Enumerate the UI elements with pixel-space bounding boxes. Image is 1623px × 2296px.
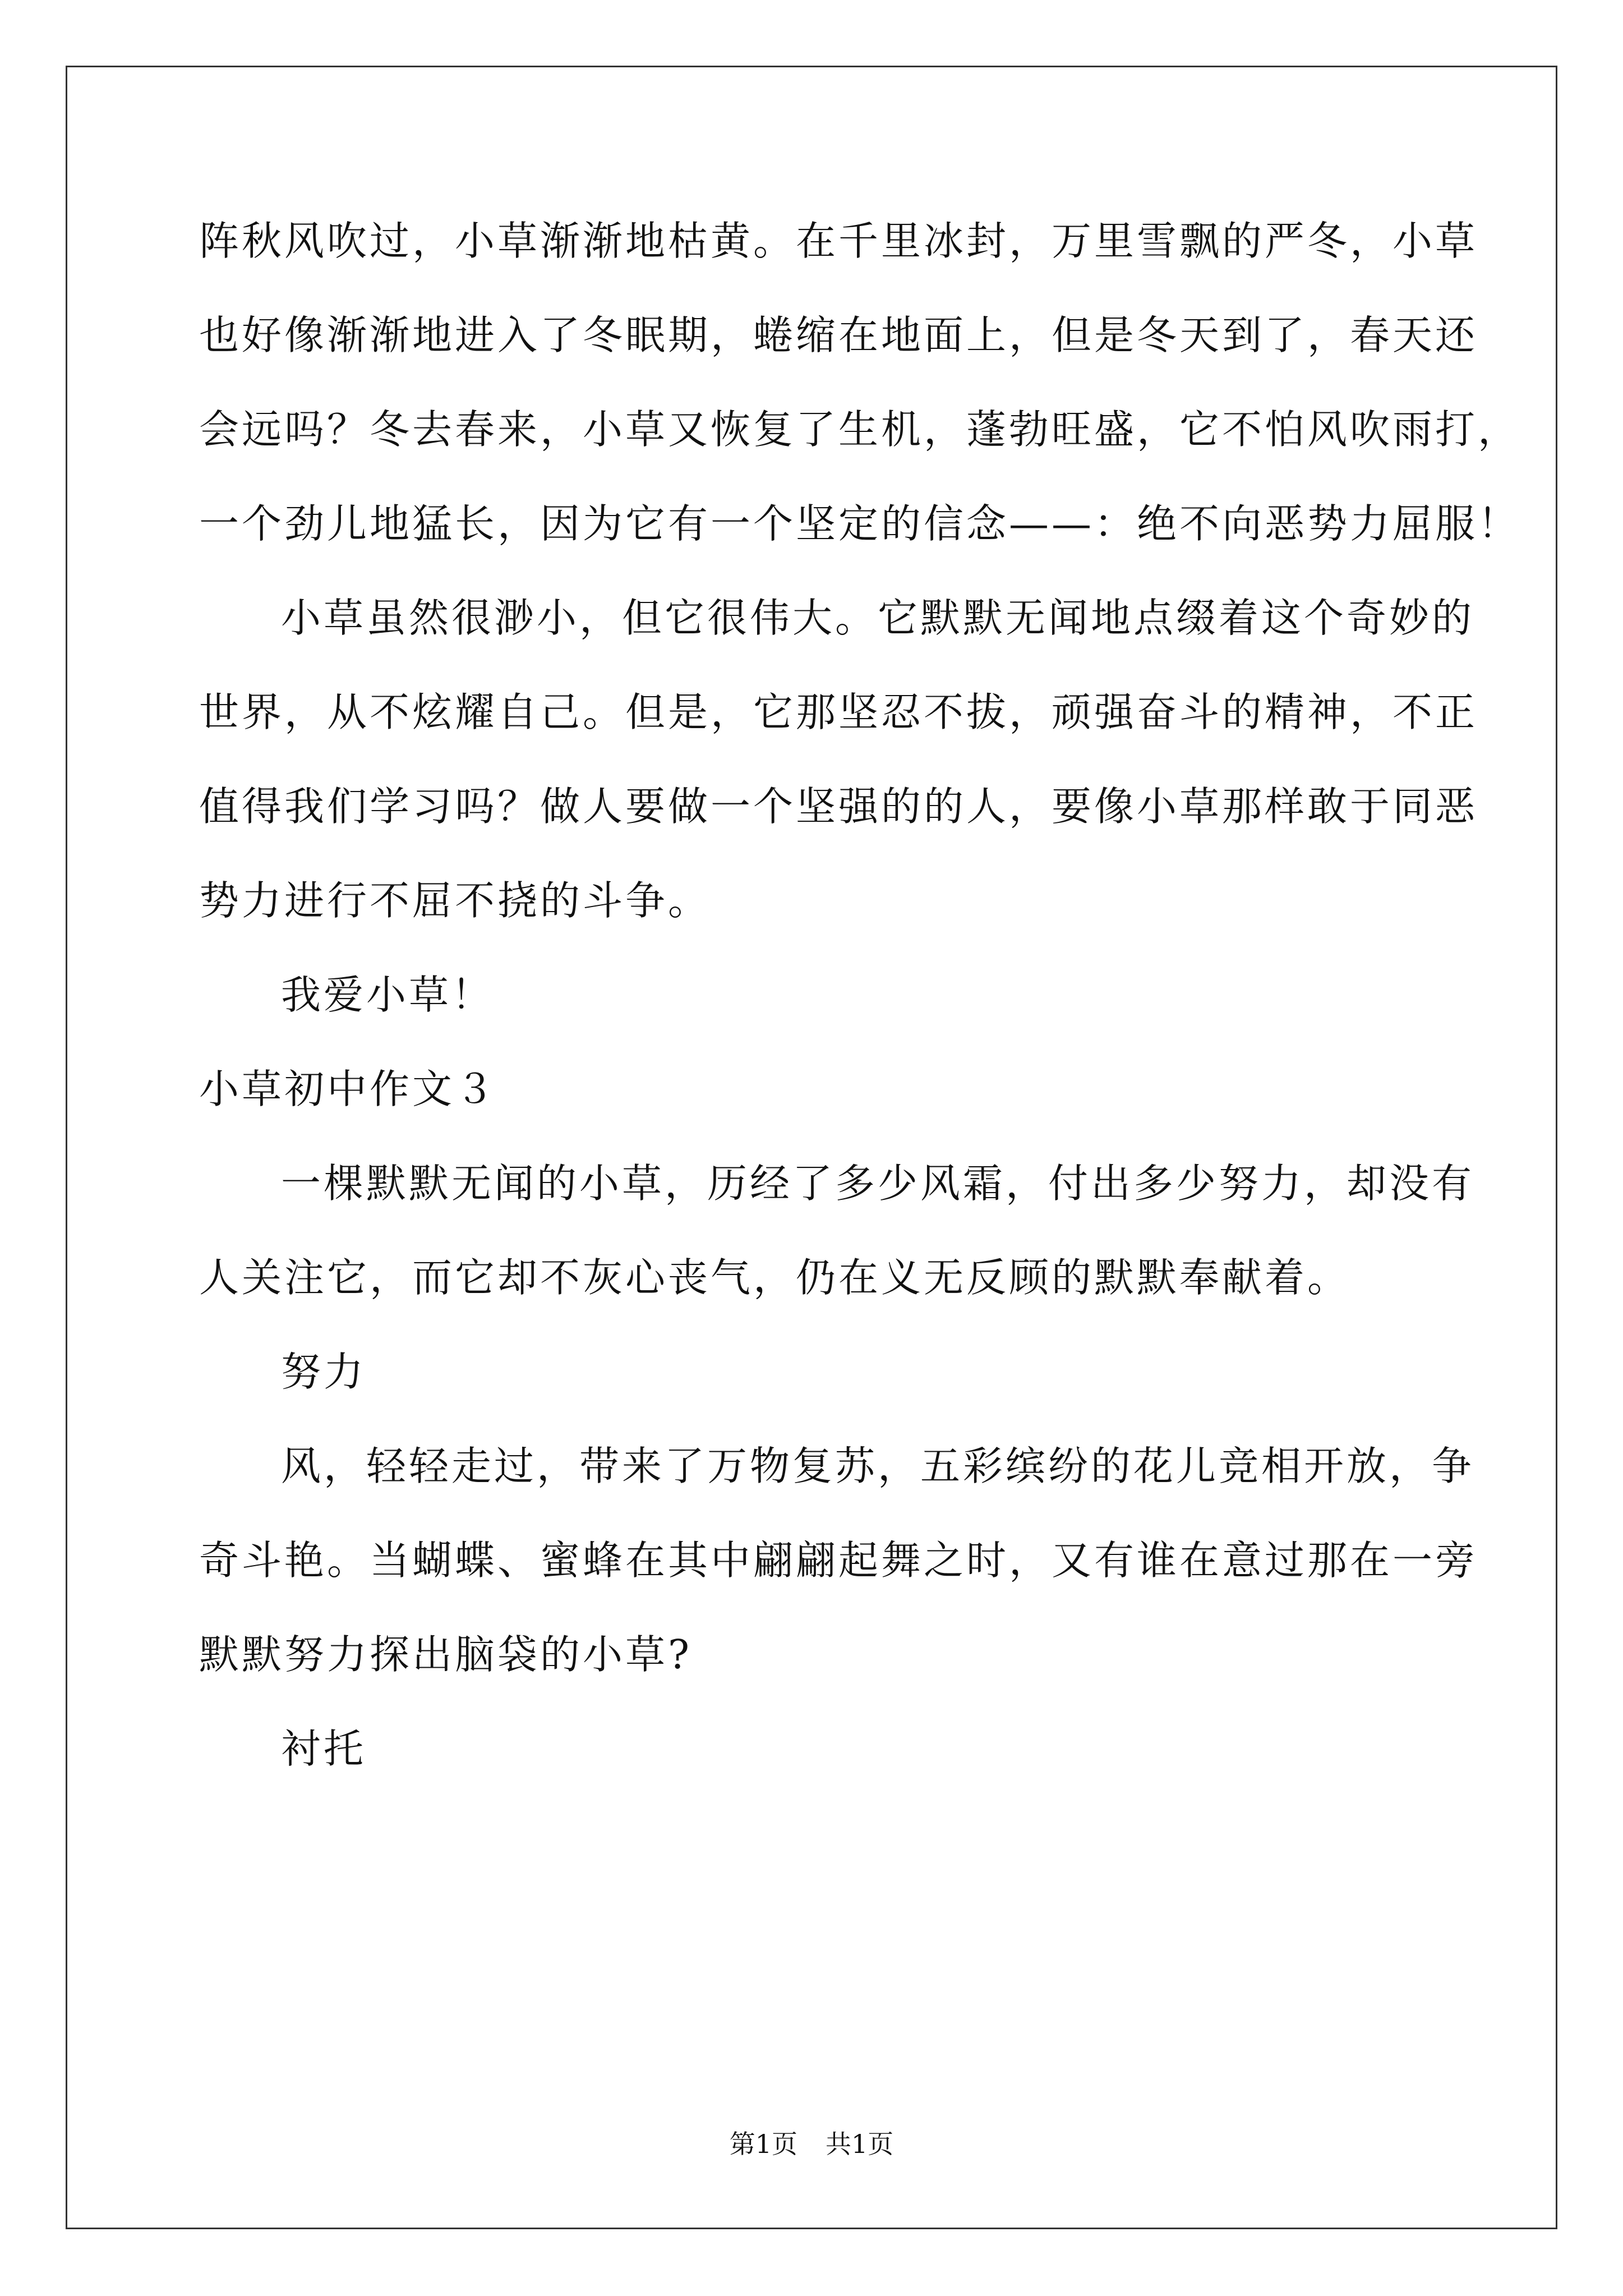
text-line: 世界，从不炫耀自己。但是，它那坚忍不拔，顽强奋斗的精神，不正 [199, 689, 1478, 735]
text-line: 奇斗艳。当蝴蝶、蜜蜂在其中翩翩起舞之时，又有谁在意过那在一旁 [199, 1537, 1478, 1584]
paragraph-first-line: 衬托 [281, 1726, 367, 1772]
paragraph-first-line: 我爱小草！ [281, 972, 495, 1018]
paragraph-first-line: 小草虽然很渺小，但它很伟大。它默默无闻地点缀着这个奇妙的 [281, 595, 1475, 641]
text-line: 阵秋风吹过，小草渐渐地枯黄。在千里冰封，万里雪飘的严冬，小草 [199, 218, 1478, 264]
text-line: 默默努力探出脑袋的小草? [199, 1631, 693, 1678]
text-line: 值得我们学习吗？做人要做一个坚强的的人，要像小草那样敢于同恶 [199, 783, 1478, 830]
text-line: 人关注它，而它却不灰心丧气，仍在义无反顾的默默奉献着。 [199, 1254, 1350, 1301]
page-footer [0, 2127, 1623, 2161]
text-line: 势力进行不屈不挠的斗争。 [199, 877, 711, 924]
paragraph-first-line: 风，轻轻走过，带来了万物复苏，五彩缤纷的花儿竞相开放，争 [281, 1443, 1475, 1489]
page-border [66, 66, 1557, 2229]
page-total: 共1页 [826, 2129, 894, 2159]
paragraph-first-line: 一棵默默无闻的小草，历经了多少风霜，付出多少努力，却没有 [281, 1160, 1475, 1207]
paragraph-first-line: 努力 [281, 1349, 367, 1395]
page-number: 第1页 [729, 2129, 797, 2159]
text-line: 一个劲儿地猛长，因为它有一个坚定的信念——：绝不向恶势力屈服！ [199, 500, 1521, 547]
section-heading: 小草初中作文３ [199, 1066, 498, 1112]
text-line: 会远吗？冬去春来，小草又恢复了生机，蓬勃旺盛，它不怕风吹雨打， [199, 406, 1521, 453]
text-line: 也好像渐渐地进入了冬眠期，蜷缩在地面上，但是冬天到了，春天还 [199, 312, 1478, 358]
